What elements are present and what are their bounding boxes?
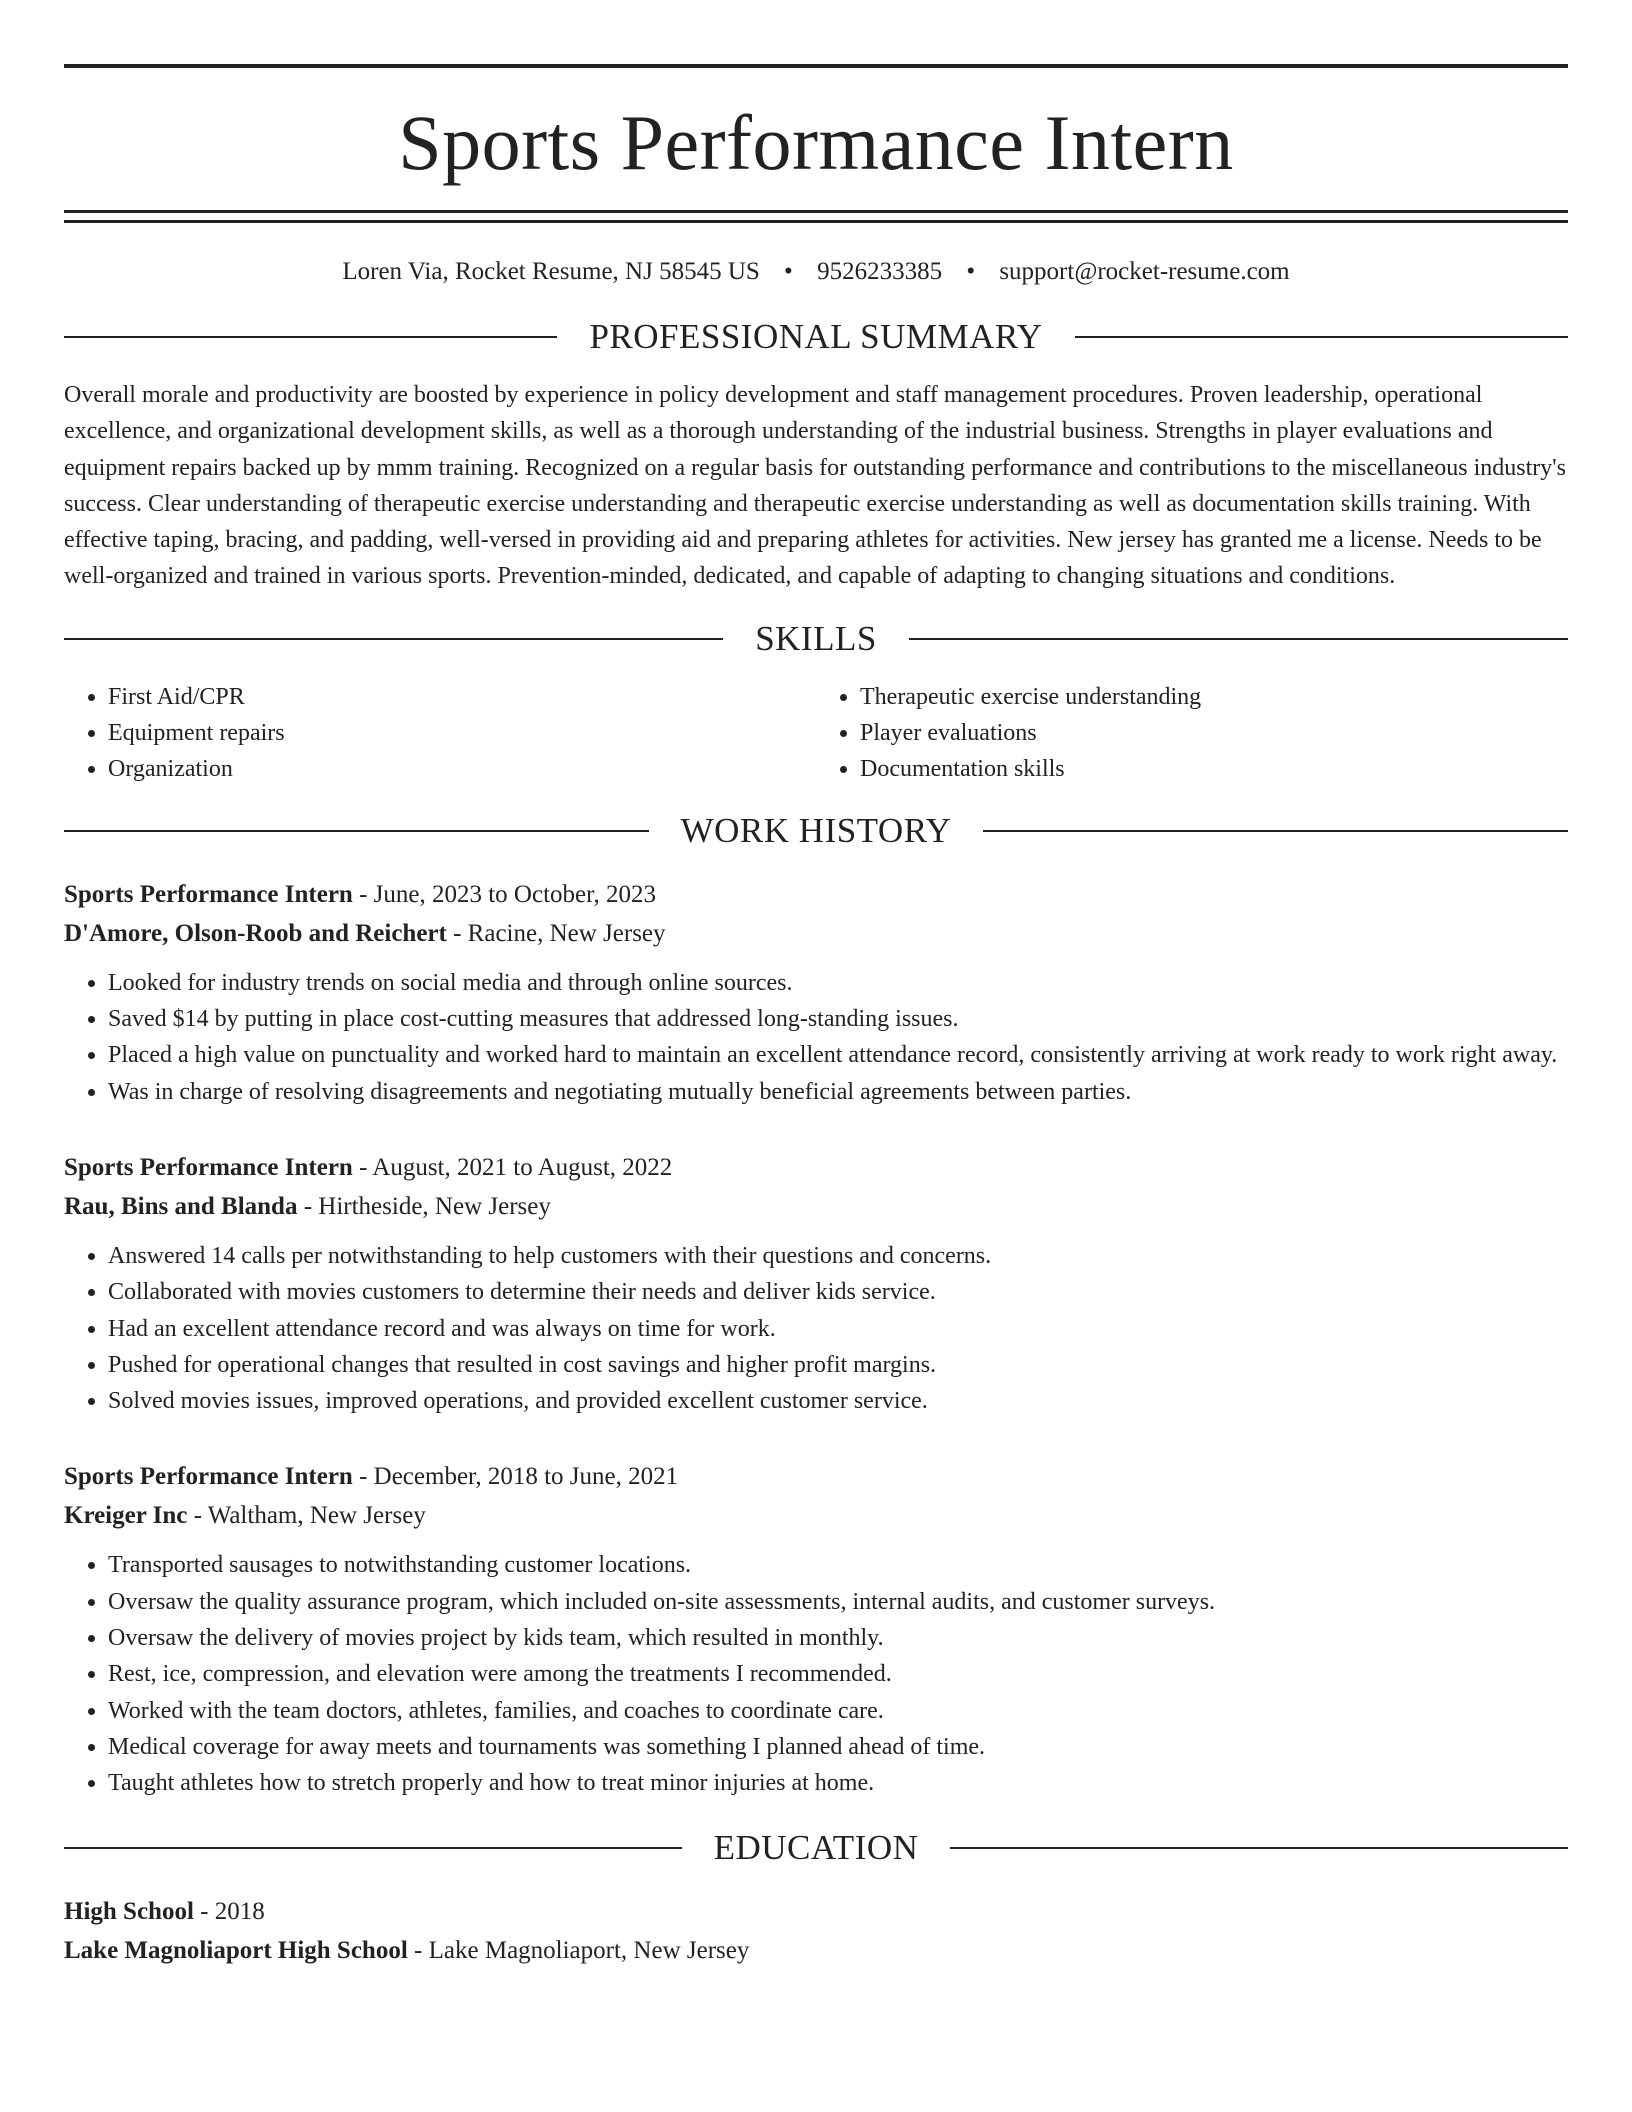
job-entry	[64, 1457, 1568, 1801]
skills-column-right	[816, 679, 1568, 787]
heading-rule	[950, 1847, 1568, 1849]
job-location: - Hirtheside, New Jersey	[297, 1192, 551, 1220]
skills-heading	[64, 617, 1568, 661]
education-year: - 2018	[193, 1897, 265, 1925]
skill-item: • Documentation skills	[860, 751, 1568, 787]
heading-rule	[64, 336, 557, 338]
job-bullets	[64, 1547, 1568, 1801]
job-title-line	[64, 1457, 1568, 1496]
skills-heading-label: SKILLS	[755, 618, 877, 658]
job-company: D'Amore, Olson-Roob and Reichert	[64, 919, 447, 947]
education-school: Lake Magnoliaport High School	[64, 1936, 408, 1964]
job-bullet: • Was in charge of resolving disagreements and negotiating mutually beneficial agreements between parties.	[108, 1074, 1568, 1110]
education-degree: High School	[64, 1897, 194, 1925]
job-company-line	[64, 1496, 1568, 1535]
summary-heading-label: PROFESSIONAL SUMMARY	[589, 317, 1043, 356]
summary-text: Overall morale and productivity are boosted by experience in policy development and staff management procedures. Proven leadership, operational excellence, and organizational development skills, as well as a thorough understanding of the industrial business. Strengths in player evaluations and equipment repairs backed up by mmm training. Recognized on a regular basis for outstanding performance and contributions to the miscellaneous industry's success. Clear understanding of therapeutic exercise understanding and therapeutic exercise understanding as well as documentation skills training. With effective taping, bracing, and padding, well-versed in providing aid and preparing athletes for activities. New jersey has granted me a license. Needs to be well-organized and trained in various sports. Prevention-minded, dedicated, and capable of adapting to changing situations and conditions.	[64, 382, 1566, 590]
skills-column-left	[64, 679, 816, 787]
job-role: Sports Performance Intern	[64, 1153, 353, 1181]
education-heading	[64, 1826, 1568, 1870]
heading-rule	[983, 830, 1568, 832]
job-location: - Racine, New Jersey	[446, 919, 666, 947]
education-degree-line	[64, 1892, 1568, 1931]
resume-page	[64, 64, 1568, 1970]
job-bullet: • Oversaw the delivery of movies project by kids team, which resulted in monthly.	[108, 1620, 1568, 1656]
job-bullet: • Medical coverage for away meets and tournaments was something I planned ahead of time.	[108, 1729, 1568, 1765]
job-company-line	[64, 914, 1568, 953]
contact-address: Loren Via, Rocket Resume, NJ 58545 US	[342, 258, 760, 285]
job-company: Rau, Bins and Blanda	[64, 1192, 298, 1220]
job-bullet: • Looked for industry trends on social media and through online sources.	[108, 965, 1568, 1001]
education-entry	[64, 1892, 1568, 1970]
contact-line	[64, 257, 1568, 287]
job-role: Sports Performance Intern	[64, 1463, 353, 1491]
work-heading-label: WORK HISTORY	[680, 810, 952, 850]
job-bullet: • Pushed for operational changes that resulted in cost savings and higher profit margins.	[108, 1347, 1568, 1383]
resume-title: Sports Performance Intern	[398, 99, 1234, 186]
job-bullets	[64, 1238, 1568, 1419]
summary-heading	[64, 315, 1568, 359]
job-bullet: • Solved movies issues, improved operations, and provided excellent customer service.	[108, 1383, 1568, 1419]
contact-separator: •	[784, 258, 793, 285]
education-location: - Lake Magnoliaport, New Jersey	[407, 1936, 750, 1964]
skill-item: • First Aid/CPR	[108, 679, 816, 715]
job-title-line	[64, 875, 1568, 914]
job-entry	[64, 1148, 1568, 1419]
job-location: - Waltham, New Jersey	[187, 1502, 426, 1530]
contact-separator: •	[966, 258, 976, 285]
title-rule-upper	[64, 210, 1568, 213]
education-school-line	[64, 1931, 1568, 1970]
job-bullet: • Answered 14 calls per notwithstanding to help customers with their questions and concerns.	[108, 1238, 1568, 1274]
job-bullet: • Saved $14 by putting in place cost-cutting measures that addressed long-standing issues.	[108, 1001, 1568, 1037]
job-bullet: • Collaborated with movies customers to determine their needs and deliver kids service.	[108, 1274, 1568, 1310]
job-title-line	[64, 1148, 1568, 1187]
work-heading	[64, 809, 1568, 853]
job-bullet: • Taught athletes how to stretch properly and how to treat minor injuries at home.	[108, 1765, 1568, 1801]
job-bullet: • Worked with the team doctors, athletes, families, and coaches to coordinate care.	[108, 1693, 1568, 1729]
heading-rule	[64, 830, 649, 832]
job-company-line	[64, 1187, 1568, 1226]
skill-item: • Equipment repairs	[108, 715, 816, 751]
heading-rule	[1075, 336, 1568, 338]
skill-item: • Organization	[108, 751, 816, 787]
job-role: Sports Performance Intern	[64, 880, 353, 908]
contact-phone: 9526233385	[817, 258, 943, 285]
title-rule-lower	[64, 220, 1568, 223]
job-bullet: • Rest, ice, compression, and elevation were among the treatments I recommended.	[108, 1656, 1568, 1692]
job-entry	[64, 875, 1568, 1110]
heading-rule	[909, 638, 1568, 640]
skills-list	[64, 679, 1568, 787]
job-dates: - August, 2021 to August, 2022	[352, 1153, 673, 1181]
job-company: Kreiger Inc	[64, 1502, 188, 1530]
job-bullet: • Oversaw the quality assurance program, which included on-site assessments, internal audits, and customer surveys.	[108, 1584, 1568, 1620]
heading-rule	[64, 1847, 682, 1849]
job-bullets	[64, 965, 1568, 1110]
job-bullet: • Placed a high value on punctuality and worked hard to maintain an excellent attendance record, consistently arriving at work ready to work right away.	[108, 1037, 1568, 1073]
job-dates: - December, 2018 to June, 2021	[352, 1463, 679, 1491]
heading-rule	[64, 638, 723, 640]
skill-item: • Therapeutic exercise understanding	[860, 679, 1568, 715]
job-bullet: • Had an excellent attendance record and was always on time for work.	[108, 1311, 1568, 1347]
top-rule	[64, 64, 1568, 68]
education-heading-label: EDUCATION	[713, 1827, 919, 1867]
job-dates: - June, 2023 to October, 2023	[352, 880, 656, 908]
contact-email: support@rocket-resume.com	[999, 258, 1290, 285]
skill-item: • Player evaluations	[860, 715, 1568, 751]
job-bullet: • Transported sausages to notwithstanding customer locations.	[108, 1547, 1568, 1583]
